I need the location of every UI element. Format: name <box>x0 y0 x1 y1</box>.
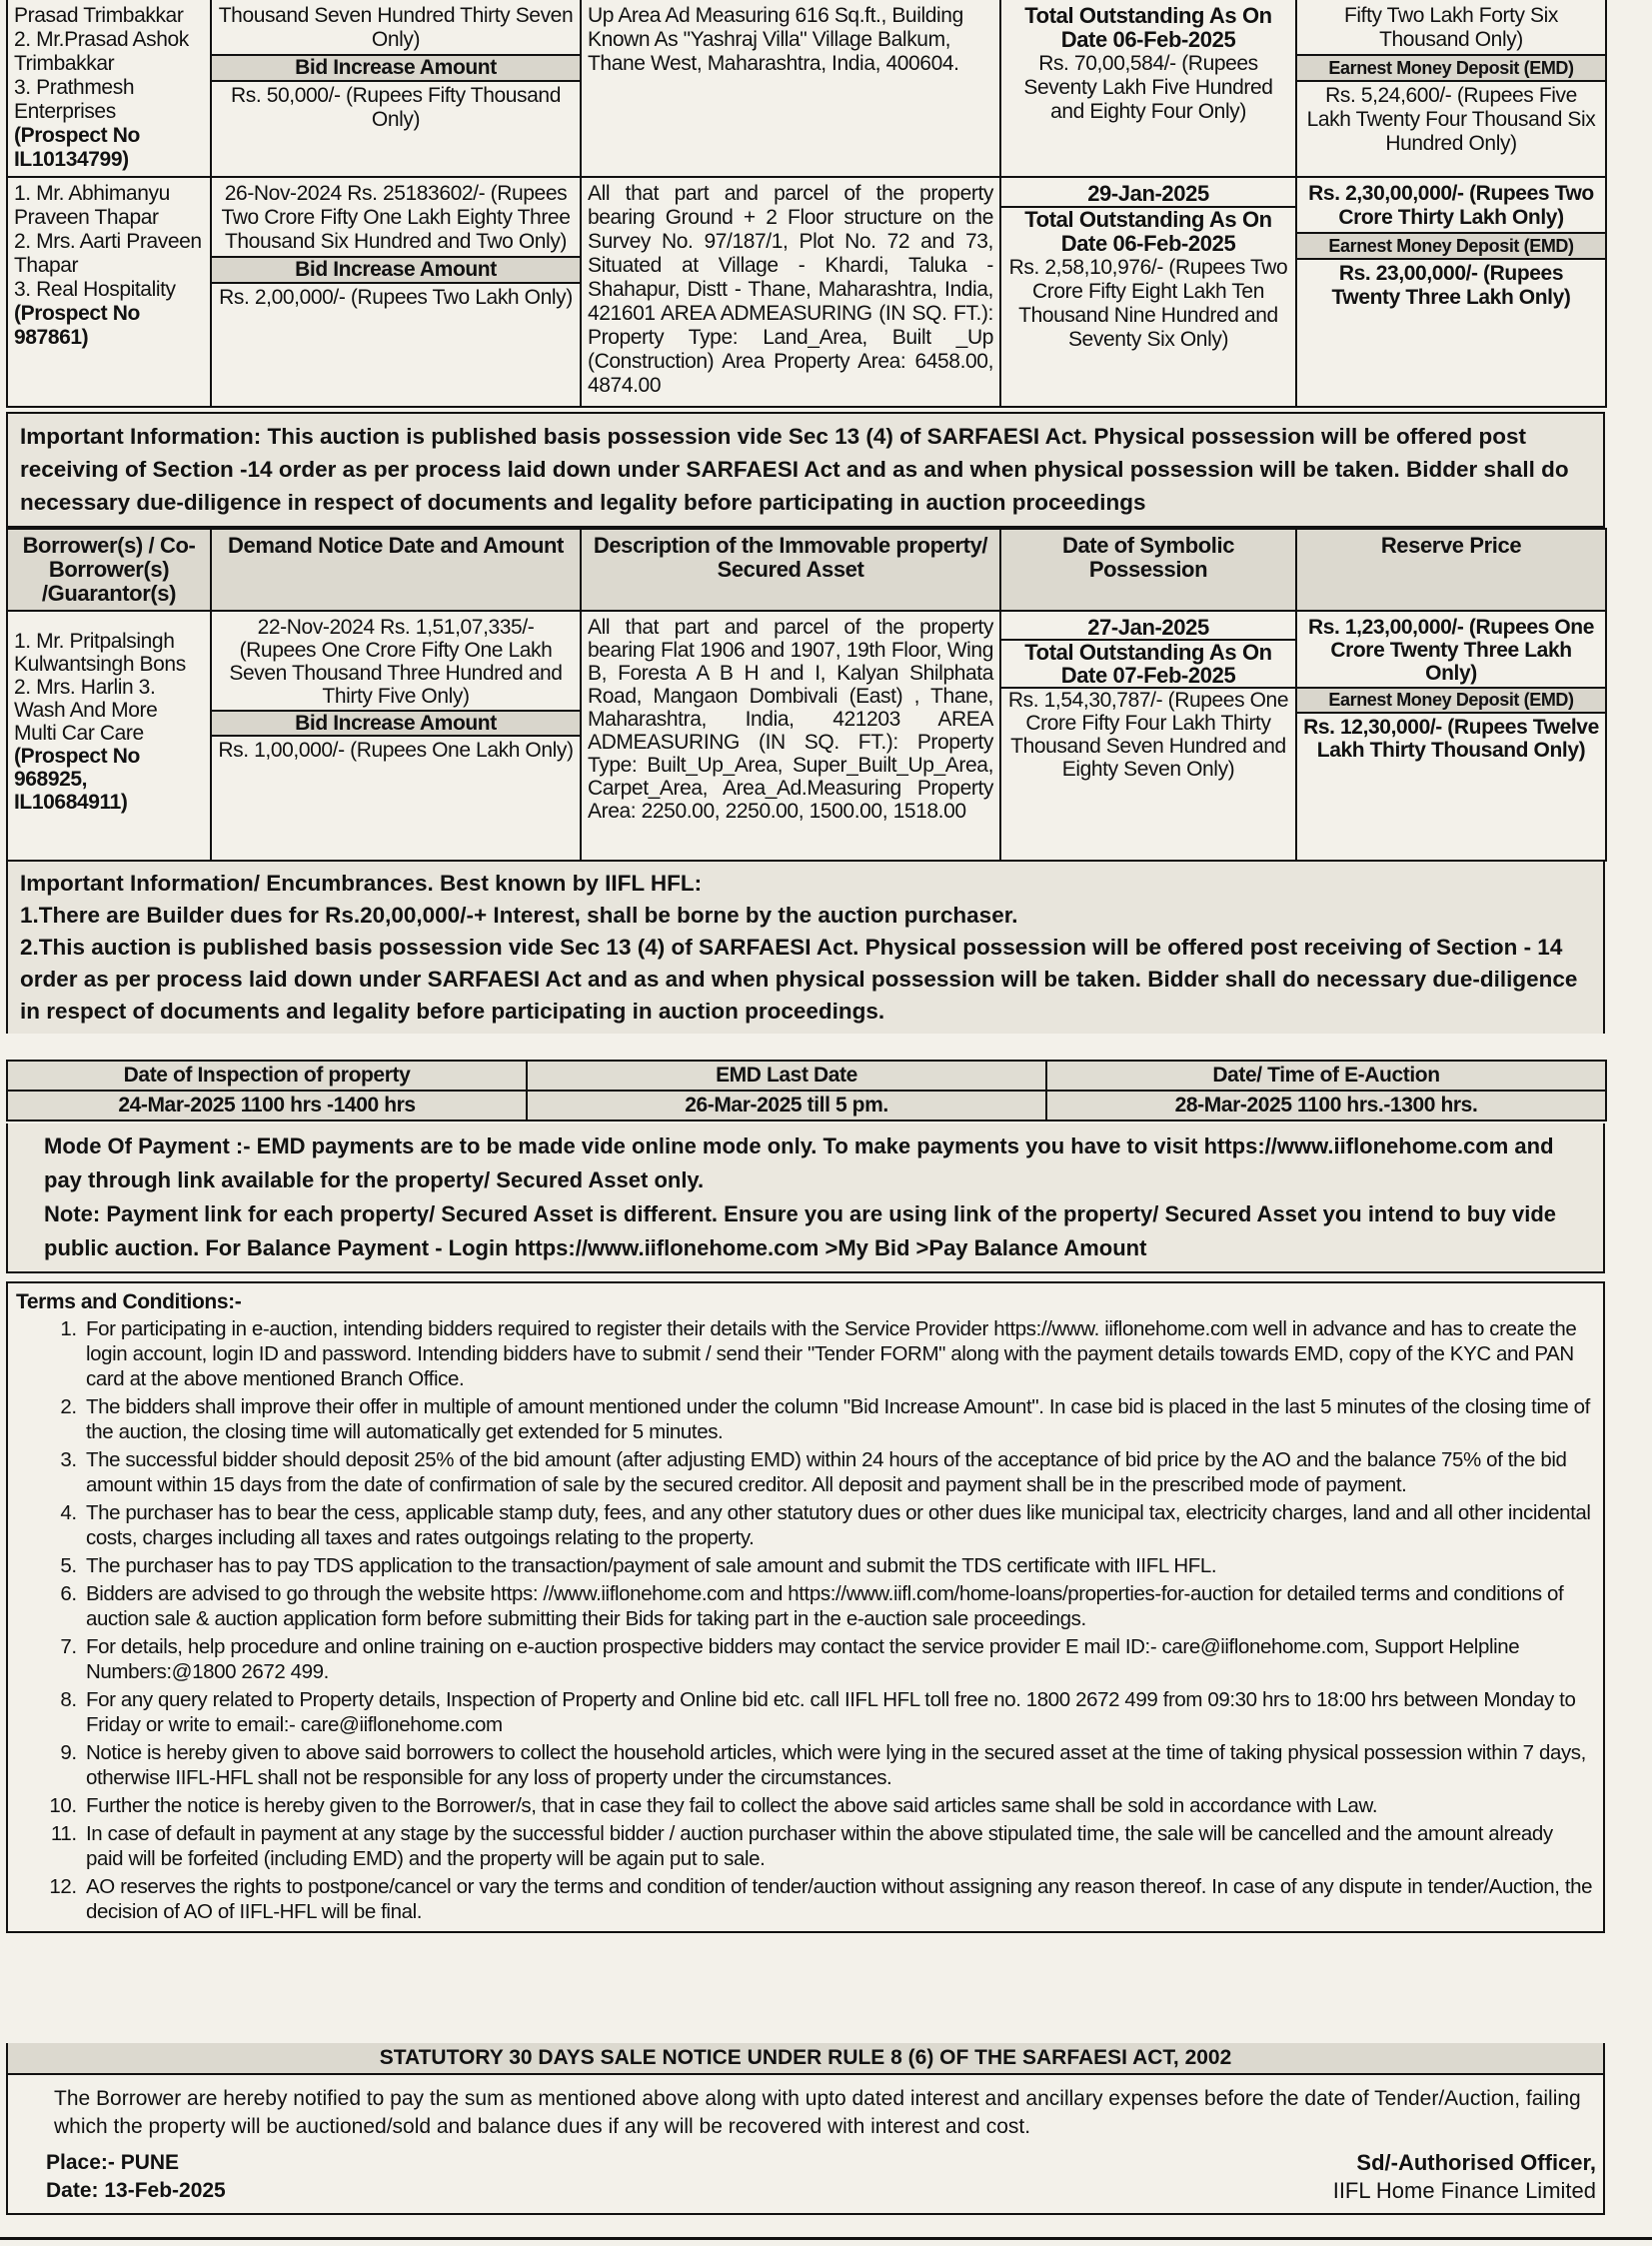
auction-time-value: 28-Mar-2025 1100 hrs.-1300 hrs. <box>1046 1091 1606 1121</box>
emd-value: Rs. 12,30,000/- (Rupees Twelve Lakh Thirty Thousand Only) <box>1303 716 1599 762</box>
schedule-header-row <box>7 1061 1606 1091</box>
property-description: All that part and parcel of the property bearing Ground + 2 Floor structure on the Survey No. 97/187/1, Plot No. 72 and 73, Situated at Village - Khardi, Taluka - Shahapur, Distt - Thane, Maharashtra, India, 421601 AREA ADMEASURING (IN SQ. FT.): Property Type: Land_Area, Built _Up (Construction) Area Property Area: 6458.00, 4874.00 <box>588 182 993 397</box>
auction-time-label: Date/ Time of E-Auction <box>1046 1061 1606 1091</box>
demand-amount: 26-Nov-2024 Rs. 25183602/- (Rupees Two Crore Fifty One Lakh Eighty Three Thousand Six Hundred and Two Only) <box>221 182 571 253</box>
header-possession: Date of Symbolic Possession <box>1000 529 1296 611</box>
schedule-table <box>6 1060 1607 1122</box>
top-property-table <box>6 0 1607 408</box>
emd-value: Rs. 5,24,600/- (Rupees Five Lakh Twenty Four Thousand Six Hundred Only) <box>1306 84 1596 155</box>
emd-value: Rs. 23,00,000/- (Rupees Twenty Three Lakh Only) <box>1331 262 1571 309</box>
list-item: 9. Notice is hereby given to above said borrowers to collect the household articles, which were lying in the secured asset at the time of taking physical possession within 7 days, otherwise IIFL-HFL shall not be responsible for any loss of property under the circumstances. <box>82 1740 1593 1790</box>
statutory-title: STATUTORY 30 DAYS SALE NOTICE UNDER RULE 8 (6) OF THE SARFAESI ACT, 2002 <box>6 2043 1605 2075</box>
bottom-divider <box>0 2237 1652 2240</box>
list-item: 11. In case of default in payment at any stage by the successful bidder / auction purchaser within the above stipulated time, the sale will be cancelled and the amount already paid will be forfeited (including EMD) and the property will be again put to sale. <box>82 1821 1593 1871</box>
encumbrance-title: Important Information/ Encumbrances. Best known by IIFL HFL: <box>20 871 703 896</box>
table-row <box>7 0 1606 177</box>
outstanding-value: Rs. 70,00,584/- (Rupees Seventy Lakh Five Hundred and Eighty Four Only) <box>1023 52 1273 123</box>
list-item: 12. AO reserves the rights to postpone/cancel or vary the terms and condition of tender/auction without assigning any reason thereof. In case of any dispute in tender/Auction, the decision of AO of IIFL-HFL will be final. <box>82 1874 1593 1924</box>
bid-increase-label: Bid Increase Amount <box>212 710 580 737</box>
place: Place:- PUNE <box>46 2151 180 2174</box>
payment-section <box>6 1123 1605 1273</box>
borrower-cell <box>7 611 211 861</box>
bid-increase-value: Rs. 2,00,000/- (Rupees Two Lakh Only) <box>219 286 573 309</box>
bid-increase-label: Bid Increase Amount <box>212 256 580 284</box>
emd-label: Earnest Money Deposit (EMD) <box>1297 232 1605 260</box>
reserve-cell <box>1296 611 1606 861</box>
reserve-price: Fifty Two Lakh Forty Six Thousand Only) <box>1343 4 1559 51</box>
reserve-price: Rs. 2,30,00,000/- (Rupees Two Crore Thirty Lakh Only) <box>1308 182 1594 229</box>
possession-date: 29-Jan-2025 <box>1087 181 1209 206</box>
schedule-value-row <box>7 1091 1606 1121</box>
payment-note-text: Note: Payment link for each property/ Secured Asset is different. Ensure you are using link of the property/ Secured Asset you intend to buy vide public auction. For Balance Payment - Login https://www.iiflonehome.com >My Bid >Pay Balance Amount <box>44 1201 1557 1260</box>
property-description: Up Area Ad Measuring 616 Sq.ft., Building Known As "Yashraj Villa" Village Balkum, Thane West, Maharashtra, India, 400604. <box>588 4 963 75</box>
emd-last-date-value: 26-Mar-2025 till 5 pm. <box>527 1091 1046 1121</box>
list-item: 8. For any query related to Property details, Inspection of Property and Online bid etc. call IIFL HFL toll free no. 1800 2672 499 from 09:30 hrs to 18:00 hrs between Monday to Friday or write to email:- care@iiflonehome.com <box>82 1687 1593 1737</box>
possession-cell <box>1000 0 1296 177</box>
description-cell <box>581 177 1000 407</box>
list-item: 3. The successful bidder should deposit 25% of the bid amount (after adjusting EMD) within 24 hours of the acceptance of bid price by the AO and the balance 75% of the bid amount within 15 days from the date of confirmation of sale by the secured creditor. All deposit and payment shall be in the prescribed mode of payment. <box>82 1447 1593 1497</box>
borrower-cell <box>7 177 211 407</box>
place-date-block <box>46 2149 226 2205</box>
borrower-names: 1. Mr. Abhimanyu Praveen Thapar 2. Mrs. Aarti Praveen Thapar 3. Real Hospitality <box>14 182 202 301</box>
bid-increase-value: Rs. 50,000/- (Rupees Fifty Thousand Only) <box>231 84 561 131</box>
table-row <box>7 177 1606 407</box>
borrower-names: 1. Mr. Pritpalsingh Kulwantsingh Bons 2. Mrs. Harlin 3. Wash And More Multi Car Care <box>14 630 186 745</box>
prospect-number: (Prospect No IL10134799) <box>14 124 140 171</box>
possession-cell <box>1000 177 1296 407</box>
list-item: 5. The purchaser has to pay TDS application to the transaction/payment of sale amount and submit the TDS certificate with IIFL HFL. <box>82 1553 1593 1578</box>
important-information-text: Important Information: This auction is published basis possession vide Sec 13 (4) of SARFAESI Act. Physical possession will be offered post receiving of Section -14 order as per process laid down under SARFAESI Act and as and when physical possession will be taken. Bidder shall do necessary due-diligence in respect of documents and legality before participating in auction proceedings <box>20 424 1569 515</box>
emd-label: Earnest Money Deposit (EMD) <box>1297 54 1605 82</box>
inspection-value: 24-Mar-2025 1100 hrs -1400 hrs <box>7 1091 527 1121</box>
signature-block <box>1333 2149 1596 2205</box>
encumbrance-point-2: 2.This auction is published basis possession vide Sec 13 (4) of SARFAESI Act. Physical possession will be offered post receiving of Section - 14 order as per process laid down under SARFAESI Act and as and when physical possession will be taken. Bidder shall do necessary due-diligence in respect of documents and legality before participating in auction proceedings. <box>20 935 1578 1024</box>
header-borrowers: Borrower(s) / Co-Borrower(s) /Guarantor(s) <box>7 529 211 611</box>
important-information-2 <box>6 860 1605 1034</box>
reserve-cell <box>1296 0 1606 177</box>
table-header-row <box>7 529 1606 611</box>
prospect-number: (Prospect No 968925, IL10684911) <box>14 745 140 814</box>
bid-increase-value: Rs. 1,00,000/- (Rupees One Lakh Only) <box>218 739 574 762</box>
emd-label: Earnest Money Deposit (EMD) <box>1297 687 1605 714</box>
payment-mode-text: Mode Of Payment :- EMD payments are to be made vide online mode only. To make payments you have to visit https://www.iiflonehome.com and pay through link available for the property/ Secured Asset only. <box>44 1133 1554 1192</box>
terms-title: Terms and Conditions:- <box>16 1290 242 1313</box>
reserve-cell <box>1296 177 1606 407</box>
outstanding-value: Rs. 2,58,10,976/- (Rupees Two Crore Fifty Eight Lakh Ten Thousand Nine Hundred and Seventy Six Only) <box>1008 256 1288 351</box>
demand-amount: Thousand Seven Hundred Thirty Seven Only) <box>218 4 574 51</box>
header-reserve: Reserve Price <box>1296 529 1606 611</box>
terms-list <box>40 1316 1593 1924</box>
list-item: 10. Further the notice is hereby given to the Borrower/s, that in case they fail to collect the above said articles same shall be sold in accordance with Law. <box>82 1793 1593 1818</box>
list-item: 6. Bidders are advised to go through the website https: //www.iiflonehome.com and https://www.iifl.com/home-loans/properties-for-auction for detailed terms and conditions of auction sale & auction application form before submitting their Bids for taking part in the e-auction sale proceedings. <box>82 1581 1593 1631</box>
emd-last-date-label: EMD Last Date <box>527 1061 1046 1091</box>
company-name: IIFL Home Finance Limited <box>1332 2178 1596 2203</box>
property-description: All that part and parcel of the property bearing Flat 1906 and 1907, 19th Floor, Wing B, Foresta A B H and I, Kalyan Shilphata Road, Mangaon Dombivali (East) , Thane, Maharashtra, India, 421203 AREA ADMEASURING (IN SQ. FT.): Property Type: Built_Up_Area, Super_Built_Up_Area, Carpet_Area, Area_Ad.Measuring Property Area: 2250.00, 2250.00, 1500.00, 1518.00 <box>588 616 993 823</box>
demand-amount: 22-Nov-2024 Rs. 1,51,07,335/- (Rupees One Crore Fifty One Lakh Seven Thousand Three Hundred and Thirty Five Only) <box>229 616 563 708</box>
header-demand: Demand Notice Date and Amount <box>211 529 581 611</box>
header-description: Description of the Immovable property/ Secured Asset <box>581 529 1000 611</box>
reserve-price: Rs. 1,23,00,000/- (Rupees One Crore Twenty Three Lakh Only) <box>1307 616 1595 685</box>
date: Date: 13-Feb-2025 <box>46 2179 226 2202</box>
signatory: Sd/-Authorised Officer, <box>1356 2150 1596 2175</box>
list-item: 1. For participating in e-auction, intending bidders required to register their details with the Service Provider https://www. iiflonehome.com well in advance and has to create the login account, login ID and password. Intending bidders have to submit / send their "Tender FORM" along with the payment details towards EMD, copy of the KYC and PAN card at the above mentioned Branch Office. <box>82 1316 1593 1391</box>
demand-cell <box>211 177 581 407</box>
encumbrance-point-1: 1.There are Builder dues for Rs.20,00,000/-+ Interest, shall be borne by the auction purchaser. <box>20 903 1018 928</box>
table-row <box>7 611 1606 861</box>
outstanding-title: Total Outstanding As On Date 07-Feb-2025 <box>1001 639 1295 689</box>
list-item: 2. The bidders shall improve their offer in multiple of amount mentioned under the column "Bid Increase Amount". In case bid is placed in the last 5 minutes of the closing time of the auction, the closing time will automatically get extended for 5 minutes. <box>82 1394 1593 1444</box>
borrower-cell <box>7 0 211 177</box>
demand-cell <box>211 0 581 177</box>
outstanding-value: Rs. 1,54,30,787/- (Rupees One Crore Fifty Four Lakh Thirty Thousand Seven Hundred and Eighty Seven Only) <box>1007 689 1289 781</box>
bid-increase-label: Bid Increase Amount <box>212 54 580 82</box>
demand-cell <box>211 611 581 861</box>
inspection-label: Date of Inspection of property <box>7 1061 527 1091</box>
possession-date: 27-Jan-2025 <box>1087 615 1209 640</box>
prospect-number: (Prospect No 987861) <box>14 302 140 349</box>
important-information-1 <box>6 412 1605 528</box>
second-property-table <box>6 528 1607 862</box>
statutory-text: The Borrower are hereby notified to pay the sum as mentioned above along with upto dated interest and ancillary expenses before the date of Tender/Auction, failing which the property will be auctioned/sold and balance dues if any will be recovered with interest and cost. <box>54 2087 1581 2138</box>
description-cell <box>581 0 1000 177</box>
description-cell <box>581 611 1000 861</box>
list-item: 4. The purchaser has to bear the cess, applicable stamp duty, fees, and any other statutory dues or other dues like municipal tax, electricity charges, land and all other incidental costs, charges including all taxes and rates outgoings relating to the property. <box>82 1500 1593 1550</box>
terms-and-conditions <box>6 1281 1605 1933</box>
borrower-names: Prasad Trimbakkar 2. Mr.Prasad Ashok Trimbakkar 3. Prathmesh Enterprises <box>14 4 189 123</box>
list-item: 7. For details, help procedure and online training on e-auction prospective bidders may contact the service provider E mail ID:- care@iiflonehome.com, Support Helpline Numbers:@1800 2672 499. <box>82 1634 1593 1684</box>
outstanding-title: Total Outstanding As On Date 06-Feb-2025 <box>1024 3 1272 52</box>
outstanding-title: Total Outstanding As On Date 06-Feb-2025 <box>1001 206 1295 256</box>
possession-cell <box>1000 611 1296 861</box>
